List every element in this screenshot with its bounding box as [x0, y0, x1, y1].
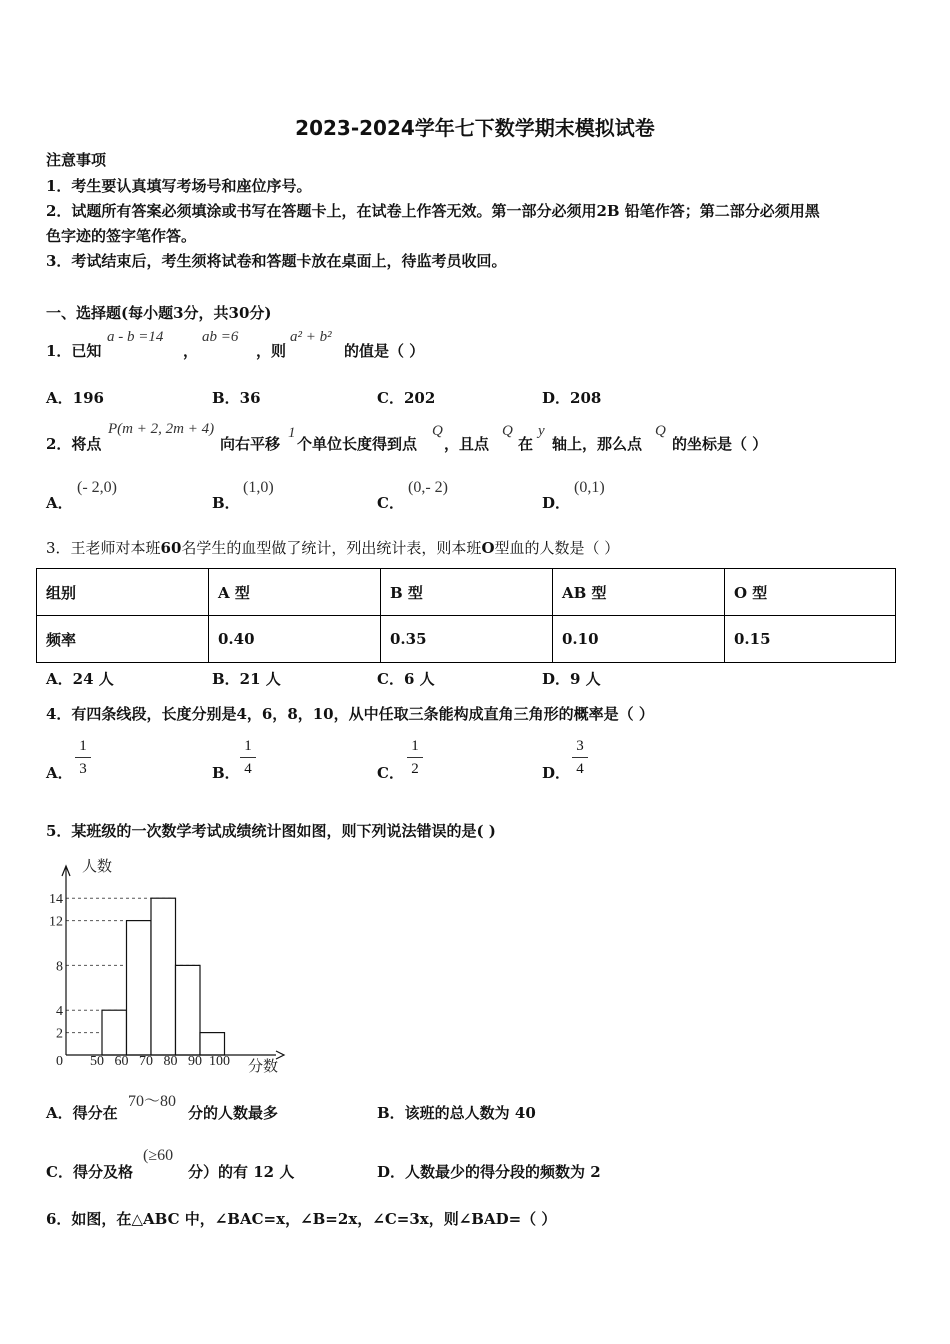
q2-math-point-p: P(m + 2, 2m + 4) — [108, 421, 215, 437]
q3-stem-mid: 名学生的血型做了统计，列出统计表，则本班 — [181, 539, 482, 557]
chart-y-tick-label: 2 — [56, 1026, 63, 1042]
page-title: 2023-2024学年七下数学期末模拟试卷 — [295, 116, 655, 140]
table-cell: 0.15 — [725, 616, 896, 663]
q2-option-b-letter[interactable]: B． — [212, 494, 240, 512]
table-cell: 0.40 — [209, 616, 381, 663]
q3-stem-number: 60 — [160, 539, 182, 557]
q3-option-d[interactable]: D．9 人 — [542, 670, 601, 688]
fraction-numerator: 1 — [79, 738, 87, 754]
section-heading: 一、选择题(每小题3分，共30分) — [46, 304, 272, 322]
q1-suffix: 的值是（ ） — [344, 342, 425, 360]
notice-item-1: 1．考生要认真填写考场号和座位序号。 — [46, 177, 312, 195]
notice-item-2-cont: 色字迹的签字笔作答。 — [46, 227, 197, 245]
chart-x-axis-title: 分数 — [248, 1059, 279, 1075]
q2-math-q-2: Q — [502, 423, 513, 439]
table-row — [37, 616, 896, 663]
blood-type-table — [36, 568, 896, 663]
table-cell: 0.10 — [553, 616, 725, 663]
table-header-cell: A 型 — [209, 569, 381, 616]
chart-bars — [102, 898, 225, 1055]
q2-option-b-value[interactable]: (1,0) — [243, 479, 274, 496]
q1-option-c[interactable]: C．202 — [377, 389, 436, 407]
q4-option-b-fraction[interactable] — [240, 737, 256, 778]
q4-option-a-letter[interactable]: A． — [46, 764, 73, 782]
chart-y-axis-title: 人数 — [82, 859, 113, 875]
q2-part-1: 2．将点 — [46, 435, 102, 453]
q2-math-1: 1 — [288, 425, 296, 441]
fraction-bar — [572, 757, 588, 758]
chart-x-tick-label: 50 — [90, 1054, 104, 1069]
q5-option-c-pre[interactable]: C．得分及格 — [46, 1163, 133, 1181]
fraction-denominator: 2 — [411, 761, 419, 777]
chart-x-tick-label: 90 — [188, 1054, 202, 1069]
table-header-cell: O 型 — [725, 569, 896, 616]
q2-option-c-letter[interactable]: C． — [377, 494, 404, 512]
q2-option-c-value[interactable]: (0,- 2) — [408, 479, 448, 496]
fraction-numerator: 3 — [576, 738, 584, 754]
chart-bar — [127, 921, 152, 1055]
chart-x-tick-label: 80 — [163, 1054, 178, 1069]
q4-option-d-fraction[interactable] — [572, 737, 588, 778]
q2-part-7: 的坐标是（ ） — [672, 435, 768, 453]
chart-y-tick-label: 12 — [49, 914, 63, 930]
fraction-denominator: 3 — [79, 761, 87, 777]
q2-option-d-value[interactable]: (0,1) — [574, 479, 605, 496]
q3-stem-o: O — [481, 539, 495, 557]
chart-bar — [151, 898, 176, 1055]
fraction-bar — [407, 757, 423, 758]
q1-option-d[interactable]: D．208 — [542, 389, 602, 407]
q5-option-a-math[interactable]: 70～80 — [128, 1093, 177, 1110]
fraction-bar — [240, 757, 256, 758]
q1-math-3: a² + b² — [290, 329, 332, 345]
q1-option-b[interactable]: B．36 — [212, 389, 261, 407]
notice-heading: 注意事项 — [46, 151, 107, 169]
q2-math-y: y — [538, 423, 545, 439]
fraction-numerator: 1 — [244, 738, 252, 754]
q2-math-q-3: Q — [655, 423, 666, 439]
q4-option-d-letter[interactable]: D． — [542, 764, 571, 782]
q3-stem — [46, 537, 619, 558]
q5-stem: 5．某班级的一次数学考试成绩统计图如图，则下列说法错误的是( ) — [46, 822, 496, 840]
q2-part-6: 轴上，那么点 — [552, 435, 643, 453]
table-header-cell: AB 型 — [553, 569, 725, 616]
q2-part-3: 个单位长度得到点 — [297, 435, 418, 453]
q1-math-1: a - b =14 — [107, 329, 164, 345]
table-header-row — [37, 569, 896, 616]
q1-math-2: ab =6 — [202, 329, 239, 345]
q1-sep: ， — [183, 342, 199, 360]
score-histogram — [40, 850, 300, 1075]
q2-part-2: 向右平移 — [220, 435, 281, 453]
q2-part-4: ，且点 — [444, 435, 490, 453]
q5-option-d[interactable]: D．人数最少的得分段的频数为 2 — [377, 1163, 601, 1181]
q2-option-d-letter[interactable]: D． — [542, 494, 571, 512]
fraction-bar — [75, 757, 91, 758]
notice-item-2: 2．试题所有答案必须填涂或书写在答题卡上，在试卷上作答无效。第一部分必须用2B 铅笔作答；第二部分必须用黑 — [46, 202, 820, 220]
table-cell: 频率 — [37, 616, 209, 663]
q3-option-c[interactable]: C．6 人 — [377, 670, 435, 688]
q4-option-a-fraction[interactable] — [75, 737, 91, 778]
q5-option-a-post[interactable]: 分的人数最多 — [188, 1104, 279, 1122]
table-header-cell: 组别 — [37, 569, 209, 616]
q4-option-c-fraction[interactable] — [407, 737, 423, 778]
q5-option-a-pre[interactable]: A．得分在 — [46, 1104, 118, 1122]
chart-y-tick-label: 4 — [56, 1004, 63, 1020]
notice-item-3: 3．考试结束后，考生须将试卷和答题卡放在桌面上，待监考员收回。 — [46, 252, 507, 270]
chart-y-tick-label: 8 — [56, 959, 63, 975]
q3-option-a[interactable]: A．24 人 — [46, 670, 114, 688]
q4-option-c-letter[interactable]: C． — [377, 764, 404, 782]
q4-stem: 4．有四条线段，长度分别是4，6，8，10，从中任取三条能构成直角三角形的概率是（ ） — [46, 705, 654, 723]
q1-mid: ，则 — [256, 342, 287, 360]
q3-option-b[interactable]: B．21 人 — [212, 670, 281, 688]
table-header-cell: B 型 — [381, 569, 553, 616]
q2-option-a-value[interactable]: (- 2,0) — [77, 479, 117, 496]
q2-option-a-letter[interactable]: A． — [46, 494, 73, 512]
q5-option-c-math[interactable]: (≥60 — [143, 1147, 174, 1164]
q1-prefix: 1．已知 — [46, 342, 102, 360]
fraction-denominator: 4 — [576, 761, 584, 777]
chart-bar — [102, 1010, 127, 1055]
chart-x-axis-arrow — [276, 1051, 284, 1059]
q3-stem-pre: 3．王老师对本班 — [46, 539, 161, 557]
q3-stem-post: 型血的人数是（ ） — [494, 539, 620, 557]
table-cell: 0.35 — [381, 616, 553, 663]
chart-bar — [200, 1033, 225, 1055]
chart-x-tick-label: 100 — [209, 1054, 230, 1069]
chart-bar — [176, 965, 201, 1055]
q5-option-b[interactable]: B．该班的总人数为 40 — [377, 1104, 536, 1122]
q1-option-a[interactable]: A．196 — [46, 389, 104, 407]
chart-y-tick-label: 14 — [49, 892, 63, 908]
chart-x-tick-label: 70 — [139, 1054, 153, 1069]
chart-x-tick-label: 60 — [114, 1054, 129, 1069]
q6-stem: 6．如图，在△ABC 中，∠BAC=x，∠B=2x，∠C=3x，则∠BAD=（ ） — [46, 1210, 557, 1228]
fraction-denominator: 4 — [244, 761, 252, 777]
fraction-numerator: 1 — [411, 738, 419, 754]
q4-option-b-letter[interactable]: B． — [212, 764, 240, 782]
q5-option-c-post[interactable]: 分）的有 12 人 — [188, 1163, 295, 1181]
chart-x-tick-label: 0 — [56, 1054, 63, 1069]
q2-math-q-1: Q — [432, 423, 443, 439]
q2-part-5: 在 — [518, 435, 534, 453]
